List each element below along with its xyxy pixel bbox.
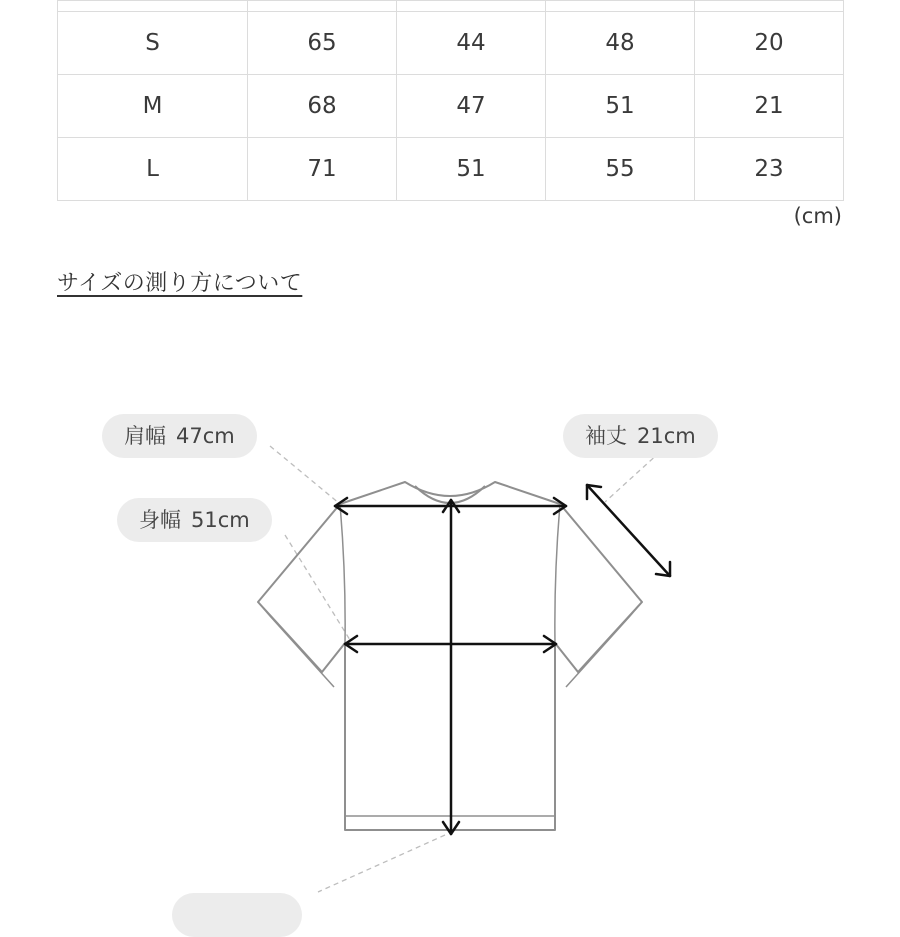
- value-cell: 51: [397, 138, 546, 201]
- chest-width-value: 51cm: [191, 508, 250, 532]
- chest-width-label: [117, 498, 272, 542]
- value-cell: 20: [695, 12, 844, 75]
- size-cell: S: [58, 12, 248, 75]
- sleeve-leader-line: [605, 452, 660, 502]
- size-guide-link[interactable]: サイズの測り方について: [57, 271, 303, 296]
- value-cell: 21: [695, 75, 844, 138]
- body-length-arrow: [443, 500, 459, 834]
- sleeve-length-value: 21cm: [637, 424, 696, 448]
- length-leader-line: [318, 835, 445, 892]
- sleeve-length-arrow: [587, 485, 670, 576]
- value-cell: 51: [546, 75, 695, 138]
- value-cell: 68: [248, 75, 397, 138]
- unit-label: (cm): [793, 204, 842, 228]
- sleeve-length-label: [563, 414, 718, 458]
- shoulder-leader-line: [270, 446, 340, 504]
- value-cell: 47: [397, 75, 546, 138]
- shoulder-width-label: [102, 414, 257, 458]
- value-cell: 71: [248, 138, 397, 201]
- sleeve-length-title: 袖丈: [585, 424, 627, 448]
- shoulder-width-value: 47cm: [176, 424, 235, 448]
- chest-leader-line: [285, 535, 350, 640]
- size-cell: L: [58, 138, 248, 201]
- size-cell: M: [58, 75, 248, 138]
- value-cell: 23: [695, 138, 844, 201]
- shoulder-width-title: 肩幅: [124, 424, 166, 448]
- value-cell: 48: [546, 12, 695, 75]
- value-cell: 65: [248, 12, 397, 75]
- value-cell: 44: [397, 12, 546, 75]
- value-cell: 55: [546, 138, 695, 201]
- chest-width-title: 身幅: [139, 508, 181, 532]
